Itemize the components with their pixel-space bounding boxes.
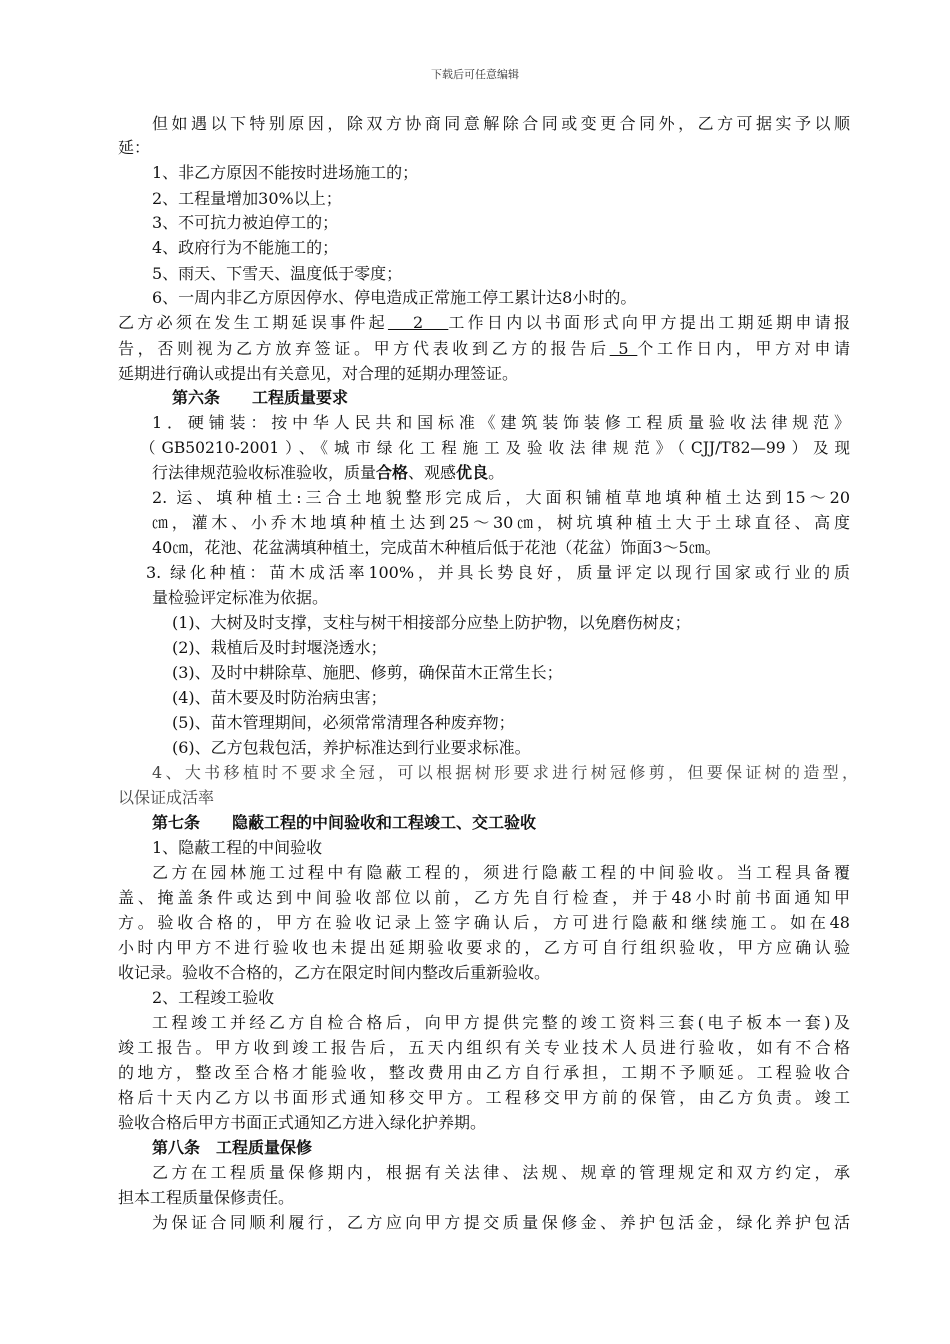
paragraph-line: 2. 运、填种植土:三合土地貌整形完成后，大面积铺植草地填种植土达到15～20: [152, 488, 850, 507]
list-item: 2、工程量增加30%以上；: [152, 189, 342, 208]
paragraph-line: 延期进行确认或提出有关意见，对合理的延期办理签证。: [118, 364, 519, 383]
page-header: 下载后可任意编辑: [431, 68, 519, 81]
paragraph-line: 收记录。验收不合格的，乙方在限定时间内整改后重新验收。: [118, 963, 551, 982]
paragraph-line: [118, 339, 850, 359]
claim-text: 告，否则视为乙方放弃签证。甲方代表收到乙方的报告后: [118, 339, 610, 358]
claim-days-field: 5: [609, 339, 638, 358]
paragraph-line: 为保证合同顺利履行，乙方应向甲方提交质量保修金、养护包活金，绿化养护包活: [152, 1213, 850, 1232]
paragraph-line: 乙方在工程质量保修期内，根据有关法律、法规、规章的管理规定和双方约定，承: [152, 1163, 850, 1182]
list-item: 3、不可抗力被迫停工的；: [152, 213, 339, 232]
list-item: (3)、及时中耕除草、施肥、修剪，确保苗木正常生长；: [172, 663, 563, 682]
section-title: 2、工程竣工验收: [152, 988, 275, 1007]
paragraph-line: 3. 绿化种植：苗木成活率100%，并具长势良好，质量评定以现行国家或行业的质: [146, 563, 850, 582]
paragraph-line: 的地方，整改至合格才能验收，整改费用由乙方自行承担，工期不予顺延。工程验收合: [118, 1063, 850, 1082]
paragraph-line: 1．硬铺装：按中华人民共和国标准《建筑装饰装修工程质量验收法律规范》: [152, 413, 850, 432]
text-span: 。: [488, 463, 505, 482]
claim-text: 个工作日内，甲方对申请: [637, 339, 850, 358]
claim-days-field: 2: [387, 313, 449, 332]
list-item: 5、雨天、下雪天、温度低于零度；: [152, 264, 403, 283]
text-span: 行法律规范验收标准验收，质量: [152, 463, 377, 482]
list-item: 6、一周内非乙方原因停水、停电造成正常施工停工累计达8小时的。: [152, 288, 637, 307]
paragraph-line: 竣工报告。甲方收到竣工报告后，五天内组织有关专业技术人员进行验收，如有不合格: [118, 1038, 850, 1057]
paragraph-line: 40㎝，花池、花盆满填种植土，完成苗木种植后低于花池（花盆）饰面3～5㎝。: [152, 538, 721, 557]
list-item: 4、政府行为不能施工的；: [152, 238, 339, 257]
bold-text: 合格: [376, 463, 409, 482]
article-7-title: 第七条 隐蔽工程的中间验收和工程竣工、交工验收: [152, 813, 537, 832]
paragraph-line: 工程竣工并经乙方自检合格后，向甲方提供完整的竣工资料三套(电子板本一套)及: [152, 1013, 850, 1032]
paragraph-line: 延：: [118, 138, 151, 157]
paragraph-line: 4、大书移植时不要求全冠，可以根据树形要求进行树冠修剪，但要保证树的造型，: [152, 763, 858, 782]
article-8-title: 第八条 工程质量保修: [152, 1138, 313, 1157]
paragraph-line: 但如遇以下特别原因，除双方协商同意解除合同或变更合同外，乙方可据实予以顺: [152, 114, 850, 133]
paragraph-line: 盖、掩盖条件或达到中间验收部位以前，乙方先自行检查，并于48小时前书面通知甲: [118, 888, 850, 907]
list-item: (6)、乙方包栽包活，养护标准达到行业要求标准。: [172, 738, 531, 757]
claim-text: 乙方必须在发生工期延误事件起: [118, 313, 388, 332]
list-item: (1)、大树及时支撑，支柱与树干相接部分应垫上防护物，以免磨伤树皮；: [172, 613, 691, 632]
paragraph-line: 乙方在园林施工过程中有隐蔽工程的，须进行隐蔽工程的中间验收。当工程具备覆: [152, 863, 850, 882]
section-title: 1、隐蔽工程的中间验收: [152, 838, 323, 857]
paragraph-line: [152, 463, 504, 483]
paragraph-line: 格后十天内乙方以书面形式通知移交甲方。工程移交甲方前的保管，由乙方负责。竣工: [118, 1088, 850, 1107]
paragraph-line: ㎝，灌木、小乔木地填种植土达到25～30㎝，树坑填种植土大于土球直径、高度: [152, 513, 850, 532]
paragraph-line: 担本工程质量保修责任。: [118, 1188, 295, 1207]
paragraph-line: 验收合格后甲方书面正式通知乙方进入绿化护养期。: [118, 1113, 487, 1132]
article-6-title: 第六条 工程质量要求: [172, 388, 349, 407]
list-item: (5)、苗木管理期间，必须常常清理各种废弃物；: [172, 713, 515, 732]
paragraph-line: 小时内甲方不进行验收也未提出延期验收要求的，乙方可自行组织验收，甲方应确认验: [118, 938, 850, 957]
list-item: 1、非乙方原因不能按时进场施工的；: [152, 163, 419, 182]
claim-text: 工作日内以书面形式向甲方提出工期延期申请报: [448, 313, 850, 332]
text-span: 、观感: [408, 463, 457, 482]
bold-text: 优良: [456, 463, 489, 482]
paragraph-line: 方。验收合格的，甲方在验收记录上签字确认后，方可进行隐蔽和继续施工。如在48: [118, 913, 850, 932]
paragraph-line: （GB50210-2001）、《城市绿化工程施工及验收法律规范》（CJJ/T82—99）及现: [140, 439, 850, 457]
paragraph-line: [118, 313, 850, 333]
list-item: (2)、栽植后及时封堰浇透水；: [172, 638, 387, 657]
paragraph-line: 以保证成活率: [118, 788, 215, 807]
list-item: (4)、苗木要及时防治病虫害；: [172, 688, 387, 707]
paragraph-line: 量检验评定标准为依据。: [152, 588, 329, 607]
